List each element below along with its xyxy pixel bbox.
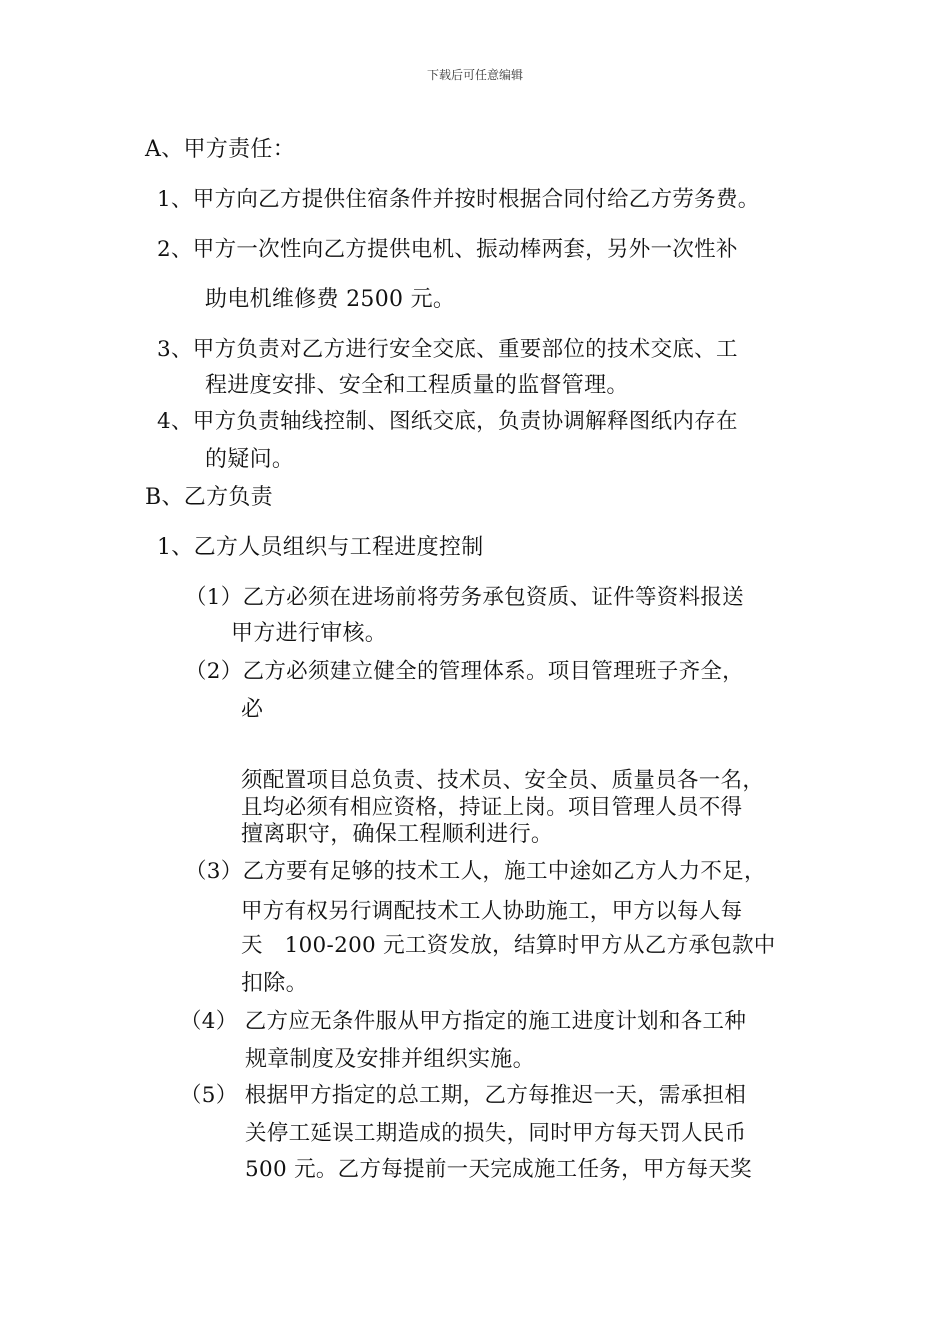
item-5-line3: 500 元。乙方每提前一天完成施工任务，甲方每天奖 <box>245 1157 752 1182</box>
clause-a4-line2: 的疑问。 <box>205 447 295 472</box>
clause-b1: 1、乙方人员组织与工程进度控制 <box>157 535 484 560</box>
clause-a3-line1: 3、甲方负责对乙方进行安全交底、重要部位的技术交底、工 <box>157 337 738 362</box>
page-header: 下载后可任意编辑 <box>426 68 523 82</box>
clause-a2-line1: 2、甲方一次性向乙方提供电机、振动棒两套，另外一次性补 <box>157 237 738 262</box>
item-3-line2: 甲方有权另行调配技术工人协助施工，甲方以每人每 <box>241 899 743 924</box>
clause-a1: 1、甲方向乙方提供住宿条件并按时根据合同付给乙方劳务费。 <box>157 187 760 212</box>
item-3-line1: （3）乙方要有足够的技术工人，施工中途如乙方人力不足， <box>185 859 766 884</box>
clause-a4-line1: 4、甲方负责轴线控制、图纸交底，负责协调解释图纸内存在 <box>157 409 738 434</box>
item-2-line4: 且均必须有相应资格，持证上岗。项目管理人员不得 <box>241 795 743 820</box>
item-2-line1: （2）乙方必须建立健全的管理体系。项目管理班子齐全， <box>185 659 744 684</box>
item-4-line1: （4） 乙方应无条件服从甲方指定的施工进度计划和各工种 <box>180 1009 747 1034</box>
item-3-line3: 天 100-200 元工资发放，结算时甲方从乙方承包款中 <box>241 933 776 958</box>
item-2-line3: 须配置项目总负责、技术员、安全员、质量员各一名， <box>241 768 765 793</box>
section-b-title: B、乙方负责 <box>145 485 273 510</box>
item-1-line2: 甲方进行审核。 <box>231 621 388 646</box>
item-3-line4: 扣除。 <box>241 971 308 996</box>
item-2-line5: 擅离职守，确保工程顺利进行。 <box>241 822 554 847</box>
clause-a2-line2: 助电机维修费 2500 元。 <box>205 287 456 312</box>
item-2-line2: 必 <box>241 697 264 722</box>
item-1-line1: （1）乙方必须在进场前将劳务承包资质、证件等资料报送 <box>185 585 744 610</box>
item-4-line2: 规章制度及安排并组织实施。 <box>245 1047 535 1072</box>
item-5-line2: 关停工延误工期造成的损失，同时甲方每天罚人民币 <box>245 1121 747 1146</box>
clause-a3-line2: 程进度安排、安全和工程质量的监督管理。 <box>205 373 629 398</box>
section-a-title: A、甲方责任： <box>145 137 295 162</box>
item-5-line1: （5） 根据甲方指定的总工期，乙方每推迟一天，需承担相 <box>180 1083 747 1108</box>
